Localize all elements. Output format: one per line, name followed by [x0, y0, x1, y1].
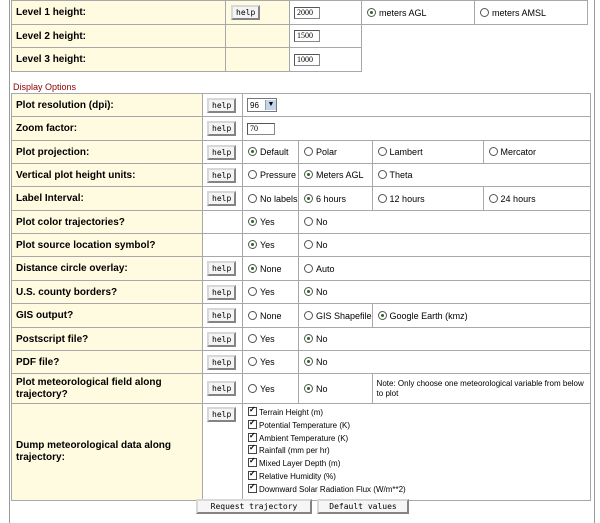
interval-24h-radio[interactable]: [489, 194, 498, 203]
dump-item-solar-radiation[interactable]: ✓Downward Solar Radiation Flux (W/m**2): [248, 484, 590, 497]
zoom-help-button[interactable]: help: [207, 121, 236, 136]
color-no-radio[interactable]: [304, 217, 313, 226]
projection-lambert-option[interactable]: Lambert: [372, 141, 483, 164]
dump-item-terrain[interactable]: ✓ Terrain Height (m): [248, 407, 590, 420]
section-title: Display Options: [13, 82, 77, 92]
metfield-note: Note: Only choose one meteorological variable from below to plot: [372, 374, 590, 404]
dump-item-rainfall[interactable]: ✓Rainfall (mm per hr): [248, 445, 590, 458]
pdf-no-radio[interactable]: [304, 357, 313, 366]
county-yes-radio[interactable]: [248, 287, 257, 296]
pdf-no-option[interactable]: No: [299, 351, 591, 374]
circle-label: Distance circle overlay:: [12, 257, 203, 281]
gis-none-option[interactable]: None: [243, 304, 299, 328]
gis-label: GIS output?: [12, 304, 203, 328]
source-yes-option[interactable]: Yes: [243, 234, 299, 257]
county-label: U.S. county borders?: [12, 281, 203, 304]
metfield-label: Plot meteorological field along trajectory?: [12, 374, 203, 404]
pdf-yes-radio[interactable]: [248, 357, 257, 366]
projection-mercator-radio[interactable]: [489, 147, 498, 156]
vunits-agl-radio[interactable]: [304, 170, 313, 179]
zoom-input[interactable]: 70: [247, 123, 275, 135]
level-1-label: Level 1 height:: [12, 1, 226, 25]
humidity-checkbox[interactable]: [248, 471, 257, 480]
color-label: Plot color trajectories?: [12, 211, 203, 234]
vunits-help-button[interactable]: help: [207, 168, 236, 183]
gis-shapefile-option[interactable]: GIS Shapefile: [299, 304, 373, 328]
interval-none-radio[interactable]: [248, 194, 257, 203]
terrain-checkbox[interactable]: [248, 407, 257, 416]
level-3-label: Level 3 height:: [12, 48, 226, 72]
postscript-help-button[interactable]: help: [207, 332, 236, 347]
agl-radio[interactable]: [367, 8, 376, 17]
projection-lambert-radio[interactable]: [378, 147, 387, 156]
gis-shapefile-radio[interactable]: [304, 311, 313, 320]
projection-label: Plot projection:: [12, 141, 203, 164]
vunits-label: Vertical plot height units:: [12, 164, 203, 187]
source-no-radio[interactable]: [304, 240, 313, 249]
metfield-yes-radio[interactable]: [248, 384, 257, 393]
request-trajectory-button[interactable]: Request trajectory: [196, 499, 312, 514]
interval-24h-option[interactable]: 24 hours: [483, 187, 590, 211]
gis-kmz-option[interactable]: Google Earth (kmz): [372, 304, 590, 328]
source-label: Plot source location symbol?: [12, 234, 203, 257]
amsl-radio[interactable]: [480, 8, 489, 17]
projection-mercator-option[interactable]: Mercator: [483, 141, 590, 164]
source-yes-radio[interactable]: [248, 240, 257, 249]
amsl-option[interactable]: meters AMSL: [475, 1, 588, 25]
dump-item-mixed-layer[interactable]: ✓Mixed Layer Depth (m): [248, 458, 590, 471]
level-table: [11, 0, 588, 72]
dump-item-humidity[interactable]: ✓Relative Humidity (%): [248, 471, 590, 484]
display-options-table: [11, 93, 591, 501]
potential-temp-checkbox[interactable]: [248, 420, 257, 429]
vunits-theta-option[interactable]: Theta: [372, 164, 590, 187]
vunits-pressure-radio[interactable]: [248, 170, 257, 179]
solar-radiation-checkbox[interactable]: [248, 484, 257, 493]
projection-polar-option[interactable]: Polar: [299, 141, 373, 164]
dump-label: Dump meteorological data along trajectory:: [12, 404, 203, 501]
interval-none-option[interactable]: No labels: [243, 187, 299, 211]
metfield-no-option[interactable]: No: [299, 374, 373, 404]
resolution-select[interactable]: 96 ▼: [247, 98, 277, 112]
rainfall-checkbox[interactable]: [248, 445, 257, 454]
metfield-no-radio[interactable]: [304, 384, 313, 393]
county-no-option[interactable]: No: [299, 281, 591, 304]
dump-checkbox-list: [243, 404, 590, 497]
postscript-no-option[interactable]: No: [299, 328, 591, 351]
vunits-theta-radio[interactable]: [378, 170, 387, 179]
interval-6h-radio[interactable]: [304, 194, 313, 203]
chevron-down-icon[interactable]: ▼: [265, 100, 276, 110]
resolution-help-button[interactable]: help: [207, 98, 236, 113]
level-1-help-button[interactable]: help: [231, 5, 260, 20]
projection-default-radio[interactable]: [248, 147, 257, 156]
metfield-yes-option[interactable]: Yes: [243, 374, 299, 404]
dump-help-button[interactable]: help: [207, 407, 236, 422]
county-no-radio[interactable]: [304, 287, 313, 296]
color-yes-radio[interactable]: [248, 217, 257, 226]
ambient-temp-checkbox[interactable]: [248, 433, 257, 442]
pdf-yes-option[interactable]: Yes: [243, 351, 299, 374]
circle-auto-radio[interactable]: [304, 264, 313, 273]
dump-item-potential-temp[interactable]: ✓Potential Temperature (K): [248, 420, 590, 433]
pdf-label: PDF file?: [12, 351, 203, 374]
circle-help-button[interactable]: help: [207, 261, 236, 276]
vunits-agl-option[interactable]: Meters AGL: [299, 164, 373, 187]
level-2-label: Level 2 height:: [12, 25, 226, 48]
mixed-layer-checkbox[interactable]: [248, 458, 257, 467]
projection-help-button[interactable]: help: [207, 145, 236, 160]
projection-polar-radio[interactable]: [304, 147, 313, 156]
interval-label: Label Interval:: [12, 187, 203, 211]
level-2-input[interactable]: 1500: [294, 30, 320, 42]
projection-default-option[interactable]: Default: [243, 141, 299, 164]
pdf-help-button[interactable]: help: [207, 355, 236, 370]
postscript-label: Postscript file?: [12, 328, 203, 351]
postscript-yes-option[interactable]: Yes: [243, 328, 299, 351]
gis-kmz-radio[interactable]: [378, 311, 387, 320]
postscript-yes-radio[interactable]: [248, 334, 257, 343]
gis-none-radio[interactable]: [248, 311, 257, 320]
color-yes-option[interactable]: Yes: [243, 211, 299, 234]
zoom-label: Zoom factor:: [12, 117, 203, 141]
circle-none-option[interactable]: None: [243, 257, 299, 281]
interval-12h-radio[interactable]: [378, 194, 387, 203]
vunits-pressure-option[interactable]: Pressure: [243, 164, 299, 187]
interval-6h-option[interactable]: 6 hours: [299, 187, 373, 211]
county-help-button[interactable]: help: [207, 285, 236, 300]
interval-12h-option[interactable]: 12 hours: [372, 187, 483, 211]
dump-item-ambient-temp[interactable]: ✓Ambient Temperature (K): [248, 433, 590, 446]
postscript-no-radio[interactable]: [304, 334, 313, 343]
circle-none-radio[interactable]: [248, 264, 257, 273]
agl-option[interactable]: meters AGL: [362, 1, 475, 25]
level-1-input[interactable]: 2000: [294, 7, 320, 19]
color-no-option[interactable]: No: [299, 211, 591, 234]
gis-help-button[interactable]: help: [207, 308, 236, 323]
circle-auto-option[interactable]: Auto: [299, 257, 591, 281]
metfield-help-button[interactable]: help: [207, 381, 236, 396]
source-no-option[interactable]: No: [299, 234, 591, 257]
county-yes-option[interactable]: Yes: [243, 281, 299, 304]
resolution-label: Plot resolution (dpi):: [12, 94, 203, 117]
level-3-input[interactable]: 1000: [294, 54, 320, 66]
interval-help-button[interactable]: help: [207, 191, 236, 206]
default-values-button[interactable]: Default values: [317, 499, 409, 514]
